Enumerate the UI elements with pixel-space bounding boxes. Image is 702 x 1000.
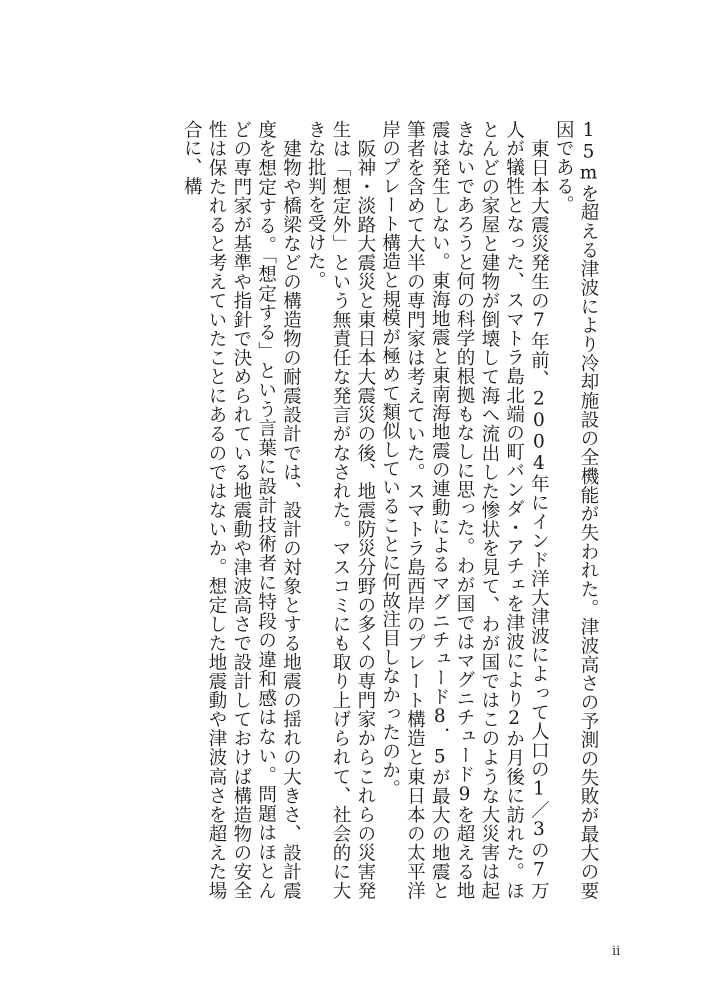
page-number: ii — [612, 944, 621, 959]
vertical-text-body — [80, 120, 600, 900]
paragraph-3: 阪神・淡路大震災と東日本大震災の後、地震防災分野の多くの専門家からこれらの災害発生は「想定外」という無責任な発言がなされた。マスコミにも取り上げられて、社会的に大きな批判を受けた。 — [305, 120, 376, 900]
paragraph-2: 東日本大震災発生の7年前、2004年にインド洋大津波によって人口の1／3の7万人が犠牲となった、スマトラ島北端の町バンダ・アチェを津波により2か月後に訪れた。ほとんどの家屋と建物が倒壊して海へ流出した惨状を見て、わが国ではこのような大災害は起きないであろうと何の科学的根拠もなしに思った。わが国ではマグニチュード9を超える地震は発生しない。東海地震と東南海地震の連動によるマグニチュード8．5が最大の地震と筆者を含めて大半の専門家は考えていた。スマトラ島西岸のプレート構造と東日本の太平洋岸のプレート構造と規模が極めて類似していることに何故注目しなかったのか。 — [379, 120, 550, 900]
paragraph-1: 15mを超える津波により冷却施設の全機能が失われた。津波高さの予測の失敗が最大の要因である。 — [553, 120, 599, 900]
paragraph-4: 建物や橋梁などの構造物の耐震設計では、設計の対象とする地震の揺れの大きさ、設計震度を想定する。「想定する」という言葉に設計技術者に特段の違和感はない。問題はほとんどの専門家が基準や指針で決められている地震動や津波高さで設計しておけば構造物の安全性は保たれると考えていたことにあるのではないか。想定した地震動や津波高さを超えた場合に、構 — [181, 120, 302, 900]
